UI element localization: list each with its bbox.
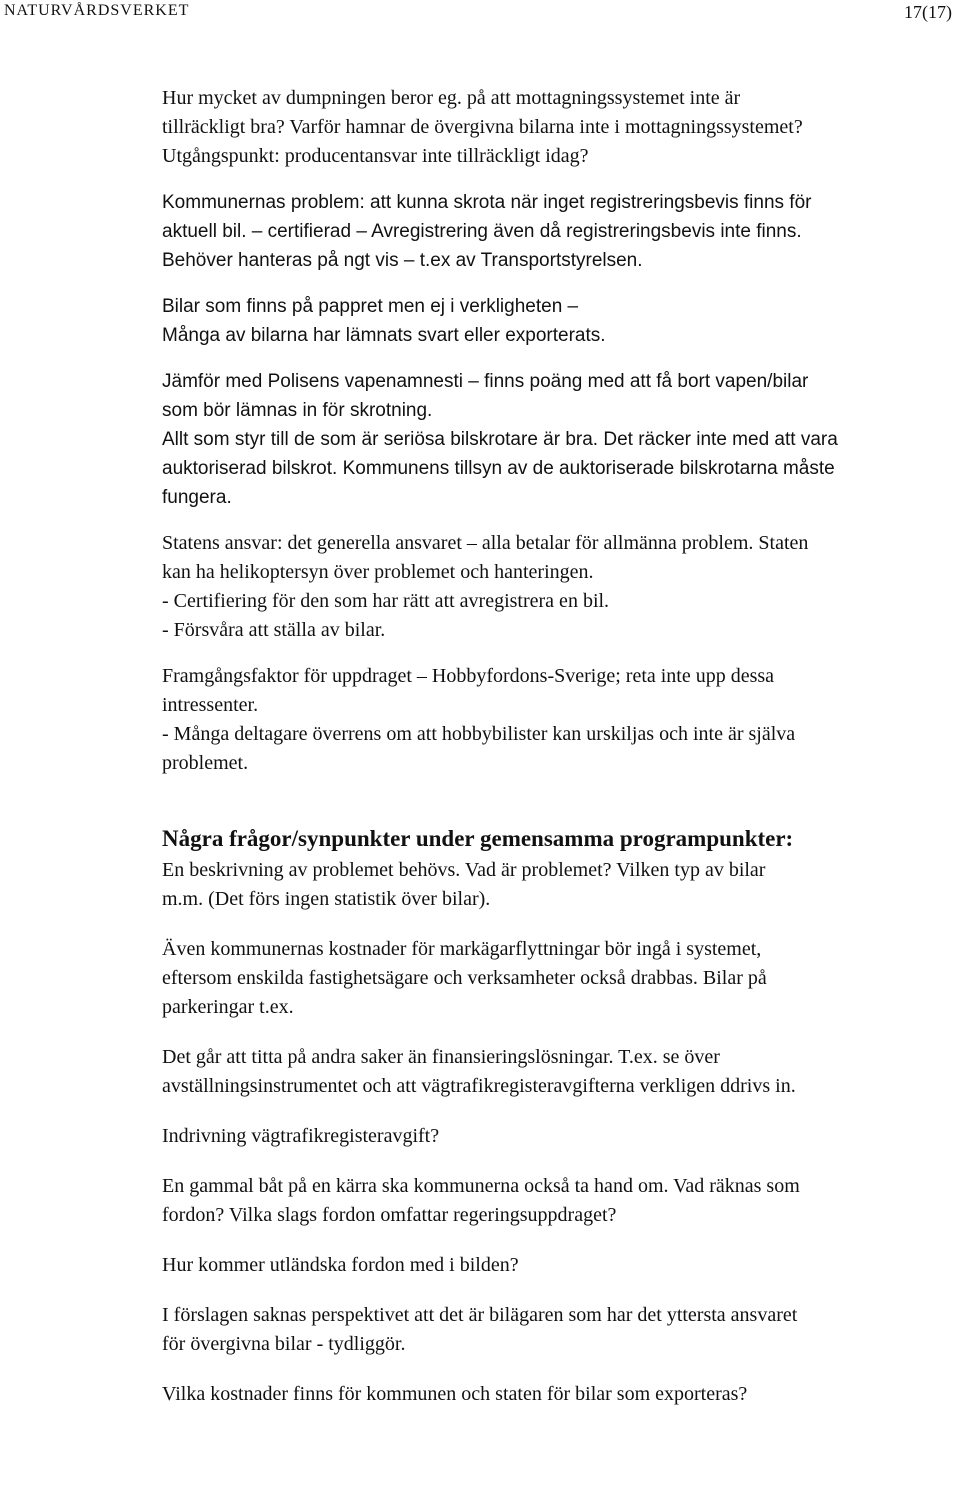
paragraph (162, 292, 958, 350)
text-line: problemet. (162, 752, 249, 774)
paragraph (162, 1172, 958, 1230)
text-line: kan ha helikoptersyn över problemet och hanteringen. (162, 561, 594, 583)
notes-section (162, 84, 958, 778)
paragraph (162, 662, 958, 778)
paragraph (162, 1122, 958, 1151)
paragraph (162, 1380, 958, 1409)
paragraph (162, 935, 958, 1022)
text-line: Statens ansvar: det generella ansvaret – alla betalar för allmänna problem. Staten (162, 532, 809, 554)
text-line: Det går att titta på andra saker än finansieringslösningar. T.ex. se över (162, 1046, 720, 1068)
text-line: tillräckligt bra? Varför hamnar de övergivna bilarna inte i mottagningssystemet? (162, 116, 803, 138)
text-line: - Försvåra att ställa av bilar. (162, 619, 386, 641)
text-line: En beskrivning av problemet behövs. Vad är problemet? Vilken typ av bilar (162, 859, 766, 881)
text-line: Även kommunernas kostnader för markägarflyttningar bör ingå i systemet, (162, 938, 762, 960)
text-line: m.m. (Det förs ingen statistik över bilar). (162, 888, 491, 910)
text-line: fungera. (162, 487, 232, 508)
text-line: avställningsinstrumentet och att vägtrafikregisteravgifterna verkligen ddrivs in. (162, 1075, 796, 1097)
text-line: Många av bilarna har lämnats svart eller exporterats. (162, 325, 606, 346)
text-line: - Många deltagare överrens om att hobbybilister kan urskiljas och inte är själva (162, 723, 796, 745)
text-line: auktoriserad bilskrot. Kommunens tillsyn av de auktoriserade bilskrotarna måste (162, 458, 835, 479)
text-line: Indrivning vägtrafikregisteravgift? (162, 1125, 440, 1147)
text-line: aktuell bil. – certifierad – Avregistrering även då registreringsbevis inte finns. (162, 221, 802, 242)
text-line: Bilar som finns på pappret men ej i verkligheten – (162, 296, 579, 317)
text-line: Allt som styr till de som är seriösa bilskrotare är bra. Det räcker inte med att vara (162, 429, 838, 450)
text-line: Framgångsfaktor för uppdraget – Hobbyfordons-Sverige; reta inte upp dessa (162, 665, 775, 687)
paragraph (162, 1043, 958, 1101)
paragraph (162, 1251, 958, 1280)
text-line: som bör lämnas in för skrotning. (162, 400, 433, 421)
paragraph (162, 529, 958, 645)
text-line: Hur mycket av dumpningen beror eg. på att mottagningssystemet inte är (162, 87, 741, 109)
paragraph (162, 1301, 958, 1359)
text-line: parkeringar t.ex. (162, 996, 294, 1018)
org-name: NATURVÅRDSVERKET (4, 2, 190, 19)
page-number: 17(17) (904, 2, 952, 22)
text-line: Vilka kostnader finns för kommunen och staten för bilar som exporteras? (162, 1383, 748, 1405)
text-line: Behöver hanteras på ngt vis – t.ex av Transportstyrelsen. (162, 250, 643, 271)
section-heading: Några frågor/synpunkter under gemensamma programpunkter: (162, 826, 794, 851)
text-line: för övergivna bilar - tydliggör. (162, 1333, 406, 1355)
document-body (162, 84, 958, 1409)
text-line: Jämför med Polisens vapenamnesti – finns poäng med att få bort vapen/bilar (162, 371, 809, 392)
text-line: - Certifiering för den som har rätt att avregistrera en bil. (162, 590, 610, 612)
questions-section (162, 856, 958, 1409)
text-line: En gammal båt på en kärra ska kommunerna också ta hand om. Vad räknas som (162, 1175, 800, 1197)
paragraph (162, 367, 958, 512)
text-line: I förslagen saknas perspektivet att det är bilägaren som har det yttersta ansvaret (162, 1304, 798, 1326)
text-line: Utgångspunkt: producentansvar inte tillräckligt idag? (162, 145, 589, 167)
text-line: intressenter. (162, 694, 259, 716)
text-line: eftersom enskilda fastighetsägare och verksamheter också drabbas. Bilar på (162, 967, 767, 989)
text-line: fordon? Vilka slags fordon omfattar regeringsuppdraget? (162, 1204, 617, 1226)
text-line: Kommunernas problem: att kunna skrota när inget registreringsbevis finns för (162, 192, 812, 213)
paragraph (162, 84, 958, 171)
text-line: Hur kommer utländska fordon med i bilden? (162, 1254, 519, 1276)
paragraph (162, 188, 958, 275)
paragraph (162, 856, 958, 914)
